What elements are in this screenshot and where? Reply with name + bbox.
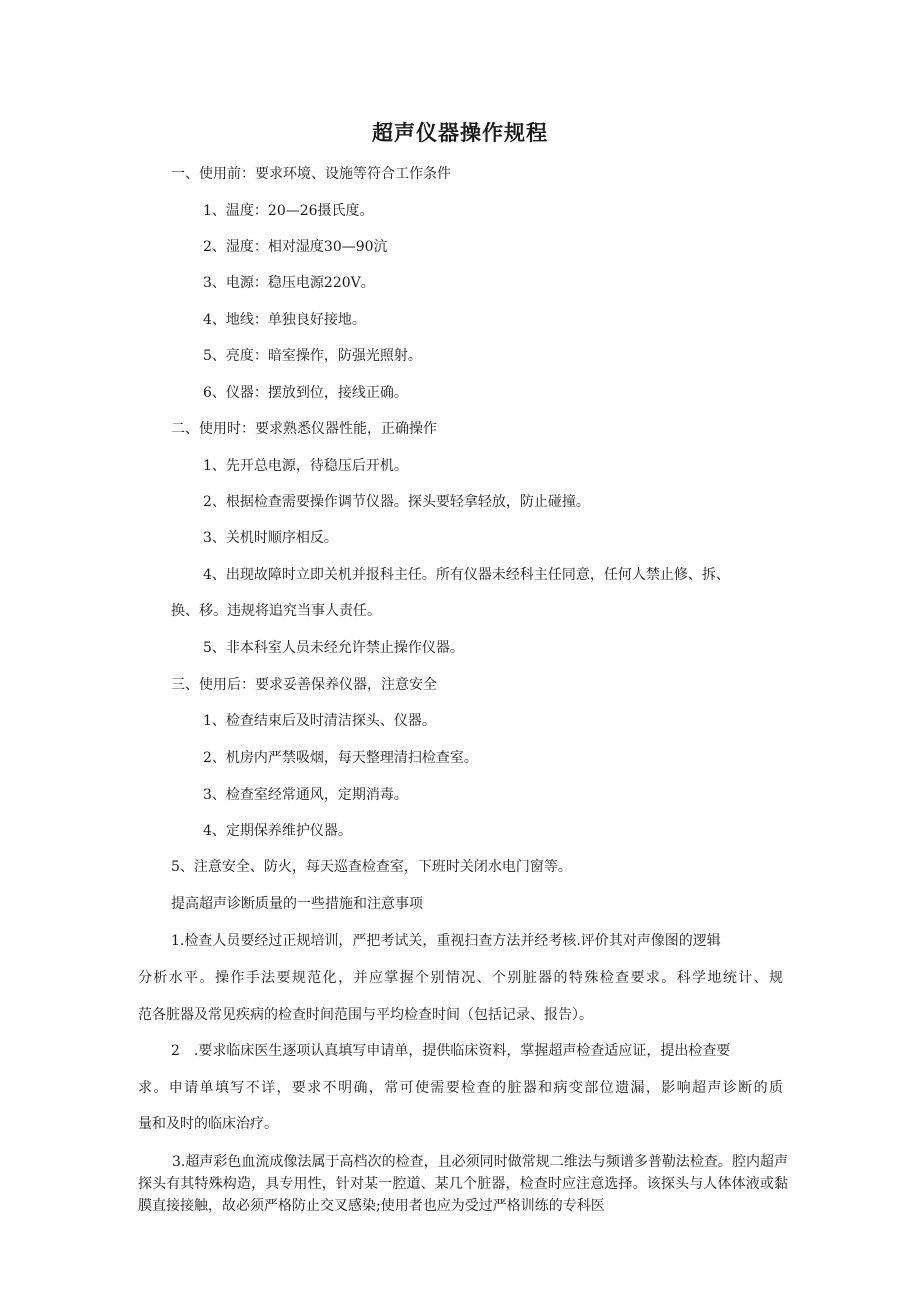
para-1-line-3: 范各脏器及常见疾病的检查时间范围与平均检查时间（包括记录、报告）。 <box>138 1007 593 1023</box>
section-2-heading: 二、使用时：要求熟悉仪器性能，正确操作 <box>171 421 437 437</box>
page-title: 超声仪器操作规程 <box>372 121 548 145</box>
para-3: 3.超声彩色血流成像法属于高档次的检查，且必须同时做常规二维法与频谱多普勒法检查。腔内超声探头有其特殊构造，具专用性，针对某一腔道、某几个脏器，检查时应注意选择。该探头与人体体液或黏膜直接接触，故必须严格防止交叉感染;使用者也应为受过严格训练的专科医 <box>138 1154 788 1214</box>
section-2-item-3: 3、关机时顺序相反。 <box>203 530 338 546</box>
section-3-item-5: 5、注意安全、防火，每天巡查检查室，下班时关闭水电门窗等。 <box>171 859 572 875</box>
para-1-line-1: 1.检查人员要经过正规培训，严把考试关，重视扫查方法并经考核.评价其对声像图的逻辑 <box>171 933 721 949</box>
section-3-item-4: 4、定期保养维护仪器。 <box>203 823 352 839</box>
section-4-heading: 提高超声诊断质量的一些措施和注意事项 <box>171 896 423 912</box>
section-1-item-instrument: 6、仪器：摆放到位，接线正确。 <box>203 385 408 401</box>
section-1-item-humidity: 2、湿度：相对湿度30—90沆 <box>203 239 388 255</box>
section-3-item-1: 1、检查结束后及时清洁探头、仪器。 <box>203 713 436 729</box>
section-1-item-brightness: 5、亮度：暗室操作，防强光照射。 <box>203 348 422 364</box>
para-2-line-2: 求。申请单填写不详，要求不明确，常可使需要检查的脏器和病变部位遗漏，影响超声诊断的质 <box>138 1080 783 1096</box>
para-2-line-3: 量和及时的临床治疗。 <box>138 1116 278 1132</box>
section-3-item-3: 3、检查室经常通风，定期消毒。 <box>203 787 408 803</box>
section-1-item-ground: 4、地线：单独良好接地。 <box>203 312 366 328</box>
para-1-line-2: 分析水平。操作手法要规范化，并应掌握个别情况、个别脏器的特殊检查要求。科学地统计、规 <box>138 970 783 986</box>
section-2-item-4: 4、出现故障时立即关机并报科主任。所有仪器未经科主任同意，任何人禁止修、拆、 <box>203 567 730 583</box>
section-3-item-2: 2、机房内严禁吸烟，每天整理清扫检查室。 <box>203 750 478 766</box>
section-2-item-5: 5、非本科室人员未经允许禁止操作仪器。 <box>203 640 464 656</box>
section-3-heading: 三、使用后：要求妥善保养仪器，注意安全 <box>171 677 437 693</box>
para-2-line-1: 2 .要求临床医生逐项认真填写申请单，提供临床资料，掌握超声检查适应证，提出检查要 <box>171 1043 731 1059</box>
section-1-item-power: 3、电源：稳压电源220V。 <box>203 275 375 291</box>
section-2-item-2: 2、根据检查需要操作调节仪器。探头要轻拿轻放，防止碰撞。 <box>203 494 590 510</box>
section-2-item-1: 1、先开总电源，待稳压后开机。 <box>203 458 408 474</box>
section-2-item-4-continued: 换、移。违规将追究当事人责任。 <box>171 603 381 619</box>
section-1-heading: 一、使用前：要求环境、设施等符合工作条件 <box>171 166 451 182</box>
section-1-item-temperature: 1、温度：20—26摄氏度。 <box>203 203 374 219</box>
